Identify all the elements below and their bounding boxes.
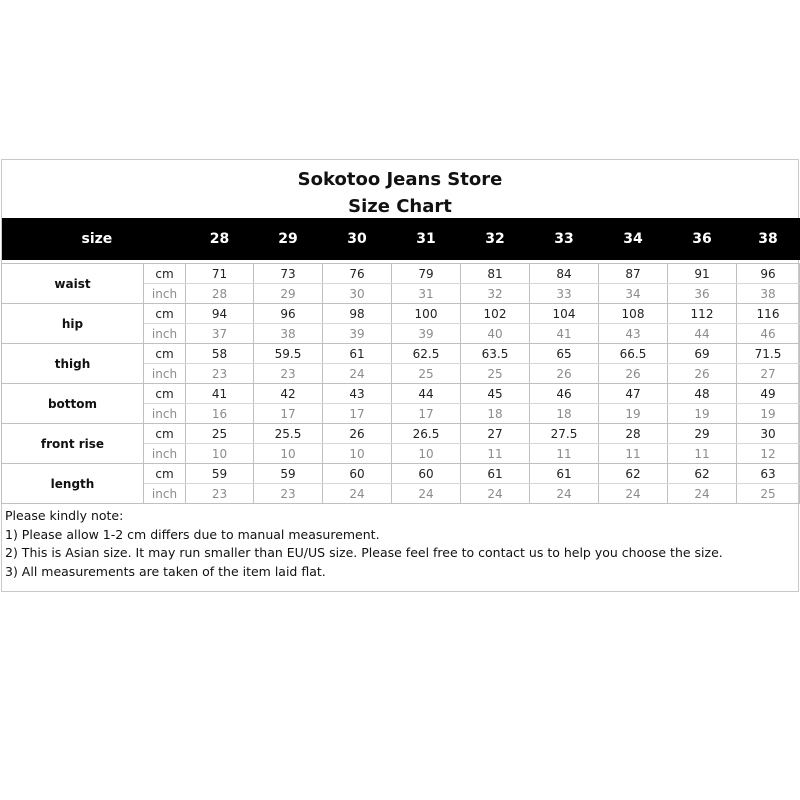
table-cell: 59.5 [254,344,323,364]
header-size-32: 32 [461,218,530,260]
table-cell: 96 [254,304,323,324]
table-row [2,304,800,324]
table-cell: 91 [668,264,737,284]
table-cell: 84 [530,264,599,284]
unit-label: cm [144,384,186,404]
table-cell: 19 [737,404,800,424]
table-cell: 32 [461,284,530,304]
table-cell: 81 [461,264,530,284]
table-cell: 10 [254,444,323,464]
table-cell: 24 [530,484,599,504]
unit-label: cm [144,424,186,444]
table-cell: 62 [668,464,737,484]
table-cell: 11 [530,444,599,464]
table-cell: 108 [599,304,668,324]
table-cell: 17 [323,404,392,424]
header-size-33: 33 [530,218,599,260]
table-cell: 71.5 [737,344,800,364]
table-cell: 40 [461,324,530,344]
table-cell: 63 [737,464,800,484]
table-cell: 87 [599,264,668,284]
table-cell: 30 [737,424,800,444]
table-cell: 25 [186,424,254,444]
table-cell: 44 [392,384,461,404]
table-cell: 24 [323,364,392,384]
notes [2,504,798,581]
table-cell: 62.5 [392,344,461,364]
table-row [2,464,800,484]
table-cell: 96 [737,264,800,284]
table-cell: 24 [599,484,668,504]
table-cell: 25 [392,364,461,384]
table-cell: 18 [530,404,599,424]
chart-title: Size Chart [348,196,452,217]
table-cell: 26 [668,364,737,384]
table-cell: 116 [737,304,800,324]
table-cell: 71 [186,264,254,284]
table-cell: 37 [186,324,254,344]
table-cell: 39 [392,324,461,344]
unit-label: inch [144,444,186,464]
table-cell: 47 [599,384,668,404]
header-size-38: 38 [737,218,800,260]
table-cell: 26 [530,364,599,384]
table-cell: 31 [392,284,461,304]
size-table [1,218,800,504]
table-cell: 104 [530,304,599,324]
table-row [2,344,800,364]
table-cell: 36 [668,284,737,304]
table-cell: 25 [737,484,800,504]
table-cell: 19 [599,404,668,424]
table-cell: 33 [530,284,599,304]
table-cell: 49 [737,384,800,404]
table-cell: 46 [530,384,599,404]
table-body [2,264,800,504]
title-block [2,160,798,218]
table-cell: 43 [599,324,668,344]
table-cell: 29 [254,284,323,304]
table-cell: 12 [737,444,800,464]
table-cell: 11 [599,444,668,464]
table-cell: 58 [186,344,254,364]
unit-label: inch [144,364,186,384]
table-cell: 10 [323,444,392,464]
row-name: front rise [2,424,144,464]
table-cell: 65 [530,344,599,364]
table-cell: 24 [461,484,530,504]
row-name: waist [2,264,144,304]
table-cell: 59 [254,464,323,484]
table-cell: 17 [254,404,323,424]
header-size-30: 30 [323,218,392,260]
unit-label: inch [144,484,186,504]
table-cell: 41 [186,384,254,404]
header-size-31: 31 [392,218,461,260]
table-cell: 44 [668,324,737,344]
table-cell: 24 [323,484,392,504]
table-row [2,384,800,404]
table-cell: 10 [392,444,461,464]
table-cell: 26 [323,424,392,444]
row-name: thigh [2,344,144,384]
table-cell: 25 [461,364,530,384]
header-size-34: 34 [599,218,668,260]
table-cell: 38 [737,284,800,304]
size-chart [1,159,799,592]
table-cell: 69 [668,344,737,364]
table-cell: 39 [323,324,392,344]
table-cell: 28 [599,424,668,444]
row-name: hip [2,304,144,344]
table-cell: 17 [392,404,461,424]
table-cell: 45 [461,384,530,404]
table-cell: 26.5 [392,424,461,444]
table-cell: 48 [668,384,737,404]
store-title: Sokotoo Jeans Store [297,169,503,190]
table-cell: 100 [392,304,461,324]
table-cell: 98 [323,304,392,324]
table-row [2,424,800,444]
table-cell: 42 [254,384,323,404]
table-cell: 10 [186,444,254,464]
table-cell: 25.5 [254,424,323,444]
table-cell: 23 [254,364,323,384]
table-cell: 79 [392,264,461,284]
table-cell: 19 [668,404,737,424]
header-size-28: 28 [186,218,254,260]
table-cell: 59 [186,464,254,484]
row-name: bottom [2,384,144,424]
header-size-label: size [2,218,186,260]
table-cell: 23 [186,364,254,384]
table-cell: 61 [323,344,392,364]
table-cell: 38 [254,324,323,344]
unit-label: cm [144,304,186,324]
header-size-36: 36 [668,218,737,260]
table-cell: 62 [599,464,668,484]
table-cell: 34 [599,284,668,304]
table-cell: 27 [461,424,530,444]
table-cell: 46 [737,324,800,344]
table-cell: 26 [599,364,668,384]
unit-label: inch [144,404,186,424]
table-cell: 11 [668,444,737,464]
unit-label: inch [144,324,186,344]
row-name: length [2,464,144,504]
header-size-29: 29 [254,218,323,260]
table-cell: 41 [530,324,599,344]
note-line: 2) This is Asian size. It may run smaller than EU/US size. Please feel free to contact us to help you choose the size. [5,545,723,560]
table-cell: 28 [186,284,254,304]
table-cell: 23 [254,484,323,504]
table-cell: 11 [461,444,530,464]
table-cell: 112 [668,304,737,324]
table-cell: 63.5 [461,344,530,364]
table-cell: 60 [392,464,461,484]
unit-label: cm [144,464,186,484]
table-cell: 18 [461,404,530,424]
table-cell: 27 [737,364,800,384]
table-cell: 43 [323,384,392,404]
table-cell: 61 [530,464,599,484]
note-line: 3) All measurements are taken of the item laid flat. [5,563,326,579]
table-cell: 24 [392,484,461,504]
unit-label: inch [144,284,186,304]
table-cell: 102 [461,304,530,324]
table-cell: 16 [186,404,254,424]
table-row [2,264,800,284]
note-line: 1) Please allow 1-2 cm differs due to manual measurement. [5,526,380,542]
table-cell: 73 [254,264,323,284]
table-cell: 60 [323,464,392,484]
table-cell: 30 [323,284,392,304]
unit-label: cm [144,344,186,364]
notes-heading: Please kindly note: [5,508,124,523]
table-cell: 61 [461,464,530,484]
header-row [2,218,800,260]
table-cell: 94 [186,304,254,324]
table-cell: 24 [668,484,737,504]
table-cell: 29 [668,424,737,444]
table-cell: 66.5 [599,344,668,364]
table-cell: 27.5 [530,424,599,444]
table-cell: 76 [323,264,392,284]
unit-label: cm [144,264,186,284]
table-cell: 23 [186,484,254,504]
